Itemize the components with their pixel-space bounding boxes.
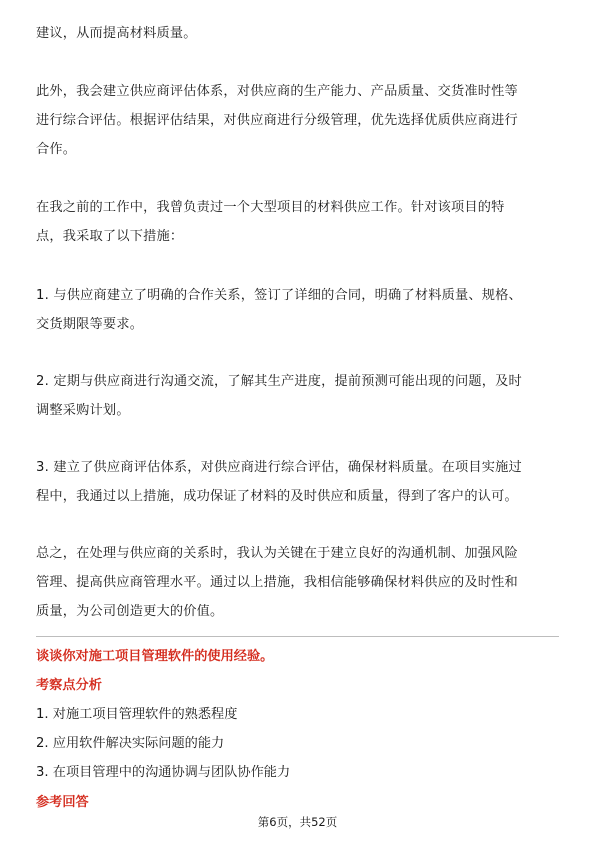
- text-line: 管理、提高供应商管理水平。通过以上措施，我相信能够确保材料供应的及时性和: [36, 575, 518, 590]
- interview-question: 谈谈你对施工项目管理软件的使用经验。: [36, 649, 274, 664]
- analysis-heading: 考察点分析: [36, 678, 102, 693]
- list-item: 1. 对施工项目管理软件的熟悉程度: [36, 707, 238, 722]
- paragraph-conclusion: [36, 539, 559, 626]
- text-line: 进行综合评估。根据评估结果，对供应商进行分级管理，优先选择优质供应商进行: [36, 113, 518, 128]
- text-line: 总之，在处理与供应商的关系时，我认为关键在于建立良好的沟通机制、加强风险: [36, 546, 518, 561]
- text-line: 此外，我会建立供应商评估体系，对供应商的生产能力、产品质量、交货准时性等: [36, 84, 518, 99]
- text-line: 交货期限等要求。: [36, 317, 144, 332]
- list-item: 2. 应用软件解决实际问题的能力: [36, 736, 225, 751]
- paragraph-measure-3: [36, 453, 559, 511]
- text-line: 1. 与供应商建立了明确的合作关系，签订了详细的合同，明确了材料质量、规格、: [36, 288, 522, 303]
- text-line: 2. 定期与供应商进行沟通交流，了解其生产进度，提前预测可能出现的问题，及时: [36, 374, 522, 389]
- text-line: 质量，为公司创造更大的价值。: [36, 604, 224, 619]
- paragraph-past-experience: [36, 193, 559, 251]
- text-line: 程中，我通过以上措施，成功保证了材料的及时供应和质量，得到了客户的认可。: [36, 489, 518, 504]
- list-item: 3. 在项目管理中的沟通协调与团队协作能力: [36, 765, 291, 780]
- text-line: 3. 建立了供应商评估体系，对供应商进行综合评估，确保材料质量。在项目实施过: [36, 460, 522, 475]
- text-line: 建议，从而提高材料质量。: [36, 26, 197, 41]
- paragraph-measure-1: [36, 281, 559, 339]
- page-number: 第6页，共52页: [257, 815, 338, 829]
- paragraph-measure-2: [36, 367, 559, 425]
- text-line: 在我之前的工作中，我曾负责过一个大型项目的材料供应工作。针对该项目的特: [36, 200, 505, 215]
- answer-heading: 参考回答: [36, 795, 89, 810]
- section-divider: [36, 636, 559, 637]
- text-line: 点，我采取了以下措施：: [36, 229, 184, 244]
- analysis-list: [36, 700, 290, 787]
- paragraph-intro-ending: [36, 19, 559, 48]
- paragraph-supplier-evaluation: [36, 77, 559, 164]
- text-line: 合作。: [36, 142, 77, 157]
- text-line: 调整采购计划。: [36, 403, 130, 418]
